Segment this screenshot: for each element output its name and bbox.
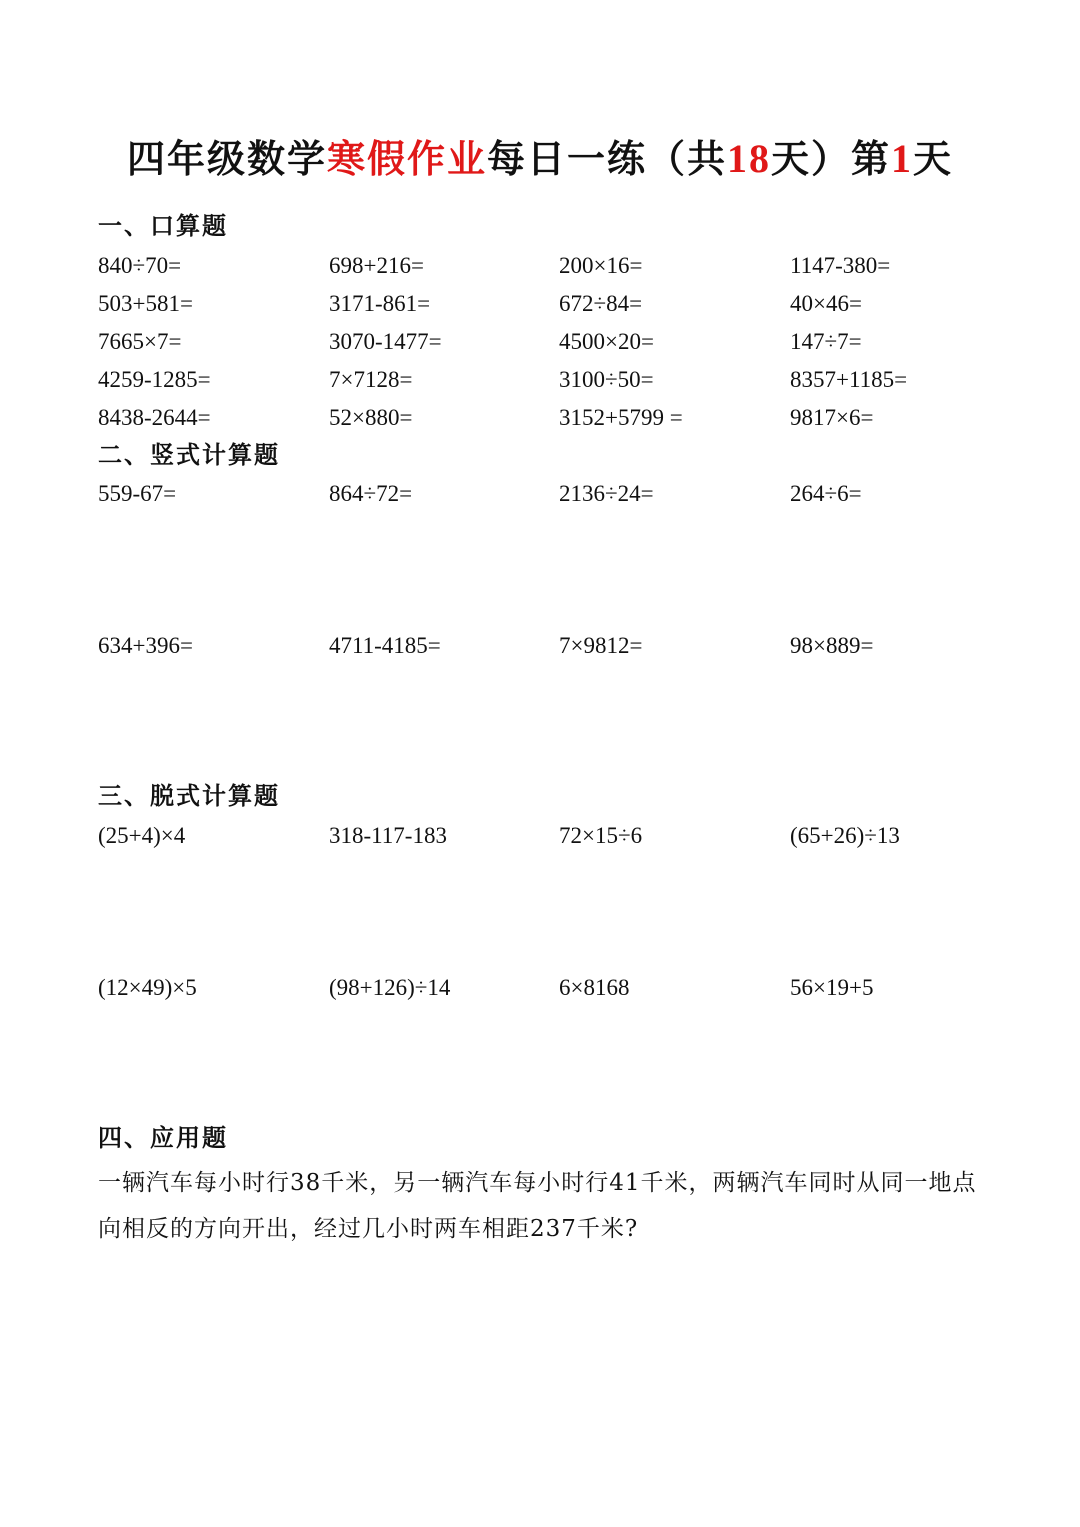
- title-part-3: 每日一练（共: [486, 136, 727, 181]
- exercise: 6×8168: [559, 975, 630, 1000]
- exercise: 634+396=: [98, 633, 193, 658]
- exercise: 147÷7=: [790, 329, 862, 354]
- exercise: 264÷6=: [790, 481, 862, 506]
- exercise: (98+126)÷14: [329, 975, 451, 1000]
- title-day-number: 1: [891, 136, 914, 181]
- exercise: 9817×6=: [790, 405, 874, 430]
- exercise: 7×9812=: [559, 633, 643, 658]
- exercise: 503+581=: [98, 291, 193, 316]
- title-highlight: 寒假作业: [326, 136, 487, 181]
- exercise: 8438-2644=: [98, 405, 211, 430]
- title-part-7: 天: [913, 136, 954, 181]
- exercise: 2136÷24=: [559, 481, 654, 506]
- exercise: 3152+5799 =: [559, 405, 683, 430]
- exercise: 672÷84=: [559, 291, 643, 316]
- exercise: 3100÷50=: [559, 367, 654, 392]
- table-row: [98, 367, 1018, 399]
- exercise: (12×49)×5: [98, 975, 197, 1000]
- page-title: [0, 128, 1080, 183]
- exercise: 4711-4185=: [329, 633, 441, 658]
- exercise: 52×880=: [329, 405, 413, 430]
- exercise: (65+26)÷13: [790, 823, 900, 848]
- exercise: 56×19+5: [790, 975, 874, 1000]
- exercise: (25+4)×4: [98, 823, 186, 848]
- exercise: 559-67=: [98, 481, 177, 506]
- table-row: [98, 405, 1018, 437]
- section-heading-step-calc: 三、脱式计算题: [98, 781, 280, 810]
- exercise: 3171-861=: [329, 291, 431, 316]
- exercise: 200×16=: [559, 253, 643, 278]
- exercise: 4500×20=: [559, 329, 654, 354]
- exercise: 98×889=: [790, 633, 874, 658]
- word-problem-text: 一辆汽车每小时行38千米，另一辆汽车每小时行41千米，两辆汽车同时从同一地点向相反的方向开出，经过几小时两车相距237千米?: [98, 1170, 977, 1242]
- exercise: 698+216=: [329, 253, 424, 278]
- table-row: [98, 329, 1018, 361]
- table-row: [98, 975, 1018, 1007]
- title-part-5: 天）第: [771, 136, 892, 181]
- exercise: 7×7128=: [329, 367, 413, 392]
- table-row: [98, 633, 1018, 665]
- table-row: [98, 253, 1018, 285]
- exercise: 40×46=: [790, 291, 862, 316]
- title-total-days: 18: [727, 136, 771, 181]
- title-part-1: 四年级数学: [126, 136, 327, 181]
- exercise: 3070-1477=: [329, 329, 442, 354]
- exercise: 72×15÷6: [559, 823, 643, 848]
- exercise: 8357+1185=: [790, 367, 908, 392]
- exercise: 1147-380=: [790, 253, 891, 278]
- exercise: 318-117-183: [329, 823, 447, 848]
- table-row: [98, 481, 1018, 513]
- section-heading-mental-math: 一、口算题: [98, 211, 228, 240]
- section-heading-word-problem: 四、应用题: [98, 1123, 228, 1152]
- exercise: 7665×7=: [98, 329, 182, 354]
- exercise: 864÷72=: [329, 481, 413, 506]
- section-heading-vertical-calc: 二、竖式计算题: [98, 440, 280, 469]
- table-row: [98, 823, 1018, 855]
- exercise: 840÷70=: [98, 253, 182, 278]
- exercise: 4259-1285=: [98, 367, 211, 392]
- table-row: [98, 291, 1018, 323]
